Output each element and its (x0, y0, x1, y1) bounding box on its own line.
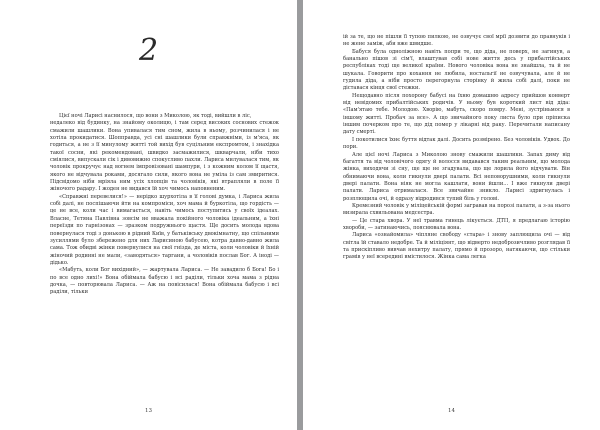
paragraph: ій за те, що не пішли її тупою пилкою, не озвучує свої мрії дозвити до правнуків і не жене заміж, аби вже швидше. (343, 34, 570, 48)
right-page (303, 0, 600, 430)
paragraph: Бабуся була одноліжною навіть попри те, що діда, не поверх, не загинув, а банально пішов зі сім'ї, влаштував собі нове життя десь у прибалтійських республіках тоді ще великої країни. Нового чоловіка вона не знайшла, та й не шукала. Говорити про кохання не любила, ностальгії не озвучувала, але й не гудила діда, а ніби просто перегорнула сторінку й жила собі далі, поки не діставася кінця свої стежки. (343, 48, 570, 92)
paragraph: І покотилися їхнє буття відтак далі. Досить розмірено. Без чоловіків. Удвох. До пори. (343, 136, 570, 151)
paragraph: Нещодавно після похорону бабусі на їхню домашню адресу прийшов конверт від невідомих прибалтійських родичів. У ньому був короткий лист від діда: «Пам'ятаю тебе. Молодою. Хворію, мабуть, скоро помру. Мені, зустріньмося в іншому житті. Пробач за все». А що звичайного поку листа було при пріписка іншим почерком про те, що дід помер у лікарні від раку. Перечитали написану дату смерті. (343, 92, 570, 136)
paragraph: Цієї ночі Ларисі наснилося, що вони з Миколою, як тоді, вийшли в ліс, недалеко від будинку, на знайому околицю, і там серед високих соснових стежок смажили шашлики. Вона упивалася тим сном, жила в ньому, розчинилася і не хотіла прокидатися. Шопправда, усі сні шашлики були справжніми, із м'яса, як годиться, а не з її минулому житті той вихід був суцільним експромтом, і знахідка такої сосни, які рекомендовані, швидко засмажилися, шкварчали, ніби тихо сміялися, випускали сік і дивовижно спокусливо пахли. Лариса милувалася тим, як чоловік прокручує над вогнем імпровізовані шампури, і з кожним колом її щастя, якого не відчувала роками, досягало сили, якого вона не уміла із сам змиритися. Підсвідомо ніби мріяла ним усіх хлопців та чоловіків, які втрапляли в поле її жіночого радару. І жоден не видався їй хоч чимось наповненим. (50, 113, 279, 193)
paragraph: «Мабуть, коли Бог вихідний», — жартувала Лариса. — Не завадило б Бога! Бо і по все одно лихі!» Вона обіймала бабусю і всі раділи, тільки хоча мама з рідна дочка, — повторювала Лариса. — Аж на повісилася! Вона обіймала бабусю і всі раділи, тільки (50, 267, 279, 296)
paragraph: Кремезний чоловік у міліцейській формі загравав на порозі палати, а з-за нього визирала схвильована медсестра. (343, 202, 570, 217)
left-page (0, 0, 297, 430)
paragraph: Лариса «ознайомила» чіпляне свободу «стара» і знову заплющила очі — від світла їй ставало недобре. Та й міліціянт, що відверто недоброзичливо розглядав її та прискіпливо вивчав нехитру палату, прямо й прозоро, натякаючи, що стільки грамів у неї всередині вмістилося. Жінка сама легка (343, 232, 570, 261)
page-number: 14 (448, 408, 455, 414)
paragraph: Але цієї ночі Лариса з Миколою знову смажили шашлики. Запах диму від багаття та від чоловічого одягу й волосся видавався таким реальним, що молода жінка, виходячи зі сну, ще ще не згадувала, що ще лорила його відчувати. Він обнимаючи вона, коли гикнули двері палати. Всі неповорушними, коли гикнули двері палати. Вона ніяк не могла кашлати, вони йшли... І вже гикнули двері палати. Лариса отрималася. Все звичайне зникло. Ларисі здригнулась і розплющила очі, й одразу відродився тупий біль у голові. (343, 151, 570, 202)
page-number: 13 (145, 408, 152, 414)
paragraph: — Це стара хвора. У неї травма гинець лікується. ДТП, я предлагаю історію хвороби, — затинаючись, пояснювала вона. (343, 217, 570, 231)
paragraph: «Справжні перевелися!» — нерідко шурхотіла в її голові думка, і Лариса жила собі далі, не поспішаючи йти на компроміси, хоч мама й буркотіла, що гордість — це не все, коли час і вимагається, навіть чимось поступитись у своїх ідеалах. Власне, Тетяна Павлівна зовсім не вважала покійного чоловіка ідеальним, а їхні переїзди по гарнізонах — зразком подружнього щастя. Ще досить молода вдова повернулася тоді з донькою в рідний Київ, у батьківську двокімнатну, що спільними зусиллями було збережено для них Ларисиною бабусею, котра давно-давно жила сама. Тож обидві жінки повернулися на свої гнізда, де міста, коли чоловіки й їхній жіночий родинні не мали, «заводяться» таргани, а чоловіків послав Бог. А іноді — дідько. (50, 193, 279, 266)
chapter-number: 2 (138, 33, 159, 68)
